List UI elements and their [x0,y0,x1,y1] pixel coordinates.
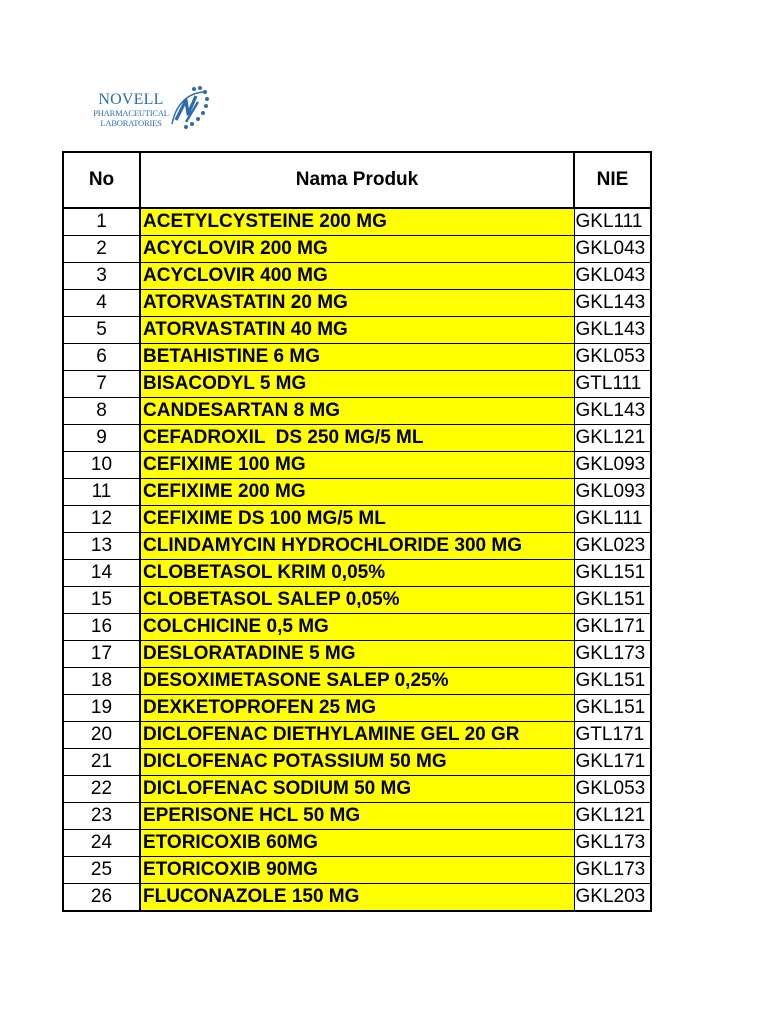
row-no: 18 [63,668,140,695]
table-row [63,857,651,884]
row-product-name: DICLOFENAC SODIUM 50 MG [140,776,574,803]
table-header-row [63,152,651,208]
table-row [63,479,651,506]
row-no: 12 [63,506,140,533]
row-product-name: ACYCLOVIR 400 MG [140,263,574,290]
table-row [63,290,651,317]
logo-line-1: NOVELL [98,91,164,108]
row-product-name: DICLOFENAC POTASSIUM 50 MG [140,749,574,776]
logo-emblem-icon [164,84,210,132]
row-product-name: CEFIXIME DS 100 MG/5 ML [140,506,574,533]
row-no: 22 [63,776,140,803]
row-product-name: BETAHISTINE 6 MG [140,344,574,371]
row-no: 26 [63,884,140,912]
logo-line-2: PHARMACEUTICAL [93,108,169,118]
row-no: 8 [63,398,140,425]
row-nie: GKL121 [574,425,651,452]
row-product-name: CEFIXIME 100 MG [140,452,574,479]
row-product-name: ETORICOXIB 60MG [140,830,574,857]
row-no: 5 [63,317,140,344]
table-row [63,371,651,398]
row-product-name: CANDESARTAN 8 MG [140,398,574,425]
table-row [63,208,651,236]
row-nie: GKL151 [574,587,651,614]
table-row [63,263,651,290]
header-nie: NIE [574,152,651,208]
row-product-name: FLUCONAZOLE 150 MG [140,884,574,912]
row-no: 7 [63,371,140,398]
row-no: 17 [63,641,140,668]
row-no: 3 [63,263,140,290]
row-nie: GKL151 [574,695,651,722]
table-row [63,425,651,452]
row-product-name: CLINDAMYCIN HYDROCHLORIDE 300 MG [140,533,574,560]
table-row [63,344,651,371]
row-no: 20 [63,722,140,749]
header-nama-produk: Nama Produk [140,152,574,208]
row-no: 23 [63,803,140,830]
row-nie: GKL121 [574,803,651,830]
company-logo [88,84,210,136]
row-nie: GKL043 [574,263,651,290]
row-product-name: CEFADROXIL DS 250 MG/5 ML [140,425,574,452]
row-nie: GKL023 [574,533,651,560]
row-no: 9 [63,425,140,452]
table-row [63,776,651,803]
logo-line-3: LABORATORIES [100,117,162,128]
row-product-name: ACETYLCYSTEINE 200 MG [140,208,574,236]
row-no: 25 [63,857,140,884]
row-product-name: BISACODYL 5 MG [140,371,574,398]
row-no: 1 [63,208,140,236]
table-row [63,722,651,749]
row-product-name: COLCHICINE 0,5 MG [140,614,574,641]
row-no: 19 [63,695,140,722]
row-product-name: DEXKETOPROFEN 25 MG [140,695,574,722]
row-product-name: CLOBETASOL SALEP 0,05% [140,587,574,614]
row-nie: GKL043 [574,236,651,263]
row-nie: GKL111 [574,208,651,236]
table-row [63,398,651,425]
row-product-name: DICLOFENAC DIETHYLAMINE GEL 20 GR [140,722,574,749]
row-nie: GKL093 [574,479,651,506]
row-nie: GKL171 [574,614,651,641]
row-product-name: EPERISONE HCL 50 MG [140,803,574,830]
row-product-name: CEFIXIME 200 MG [140,479,574,506]
row-nie: GKL143 [574,317,651,344]
row-no: 21 [63,749,140,776]
table-row [63,614,651,641]
row-nie: GKL203 [574,884,651,912]
table-row [63,695,651,722]
row-nie: GKL111 [574,506,651,533]
table-row [63,884,651,912]
table-row [63,668,651,695]
logo-wordmark [88,92,174,127]
row-product-name: ACYCLOVIR 200 MG [140,236,574,263]
row-no: 11 [63,479,140,506]
table-row [63,317,651,344]
table-row [63,506,651,533]
table-row [63,236,651,263]
row-nie: GKL171 [574,749,651,776]
table-row [63,533,651,560]
row-nie: GKL143 [574,290,651,317]
row-product-name: ATORVASTATIN 40 MG [140,317,574,344]
row-nie: GKL151 [574,668,651,695]
row-nie: GKL053 [574,344,651,371]
row-no: 2 [63,236,140,263]
product-table [62,151,652,912]
row-product-name: ATORVASTATIN 20 MG [140,290,574,317]
table-row [63,560,651,587]
row-nie: GKL053 [574,776,651,803]
header-no: No [63,152,140,208]
row-no: 13 [63,533,140,560]
table-row [63,452,651,479]
row-no: 16 [63,614,140,641]
row-product-name: ETORICOXIB 90MG [140,857,574,884]
row-nie: GKL173 [574,830,651,857]
table-row [63,830,651,857]
row-nie: GKL093 [574,452,651,479]
row-product-name: CLOBETASOL KRIM 0,05% [140,560,574,587]
row-nie: GKL151 [574,560,651,587]
row-no: 14 [63,560,140,587]
table-row [63,587,651,614]
row-no: 24 [63,830,140,857]
row-product-name: DESOXIMETASONE SALEP 0,25% [140,668,574,695]
row-nie: GTL171 [574,722,651,749]
row-product-name: DESLORATADINE 5 MG [140,641,574,668]
table-row [63,803,651,830]
table-row [63,749,651,776]
row-nie: GKL173 [574,857,651,884]
row-nie: GKL143 [574,398,651,425]
row-no: 4 [63,290,140,317]
row-nie: GKL173 [574,641,651,668]
row-no: 10 [63,452,140,479]
table-row [63,641,651,668]
row-no: 15 [63,587,140,614]
row-nie: GTL111 [574,371,651,398]
row-no: 6 [63,344,140,371]
